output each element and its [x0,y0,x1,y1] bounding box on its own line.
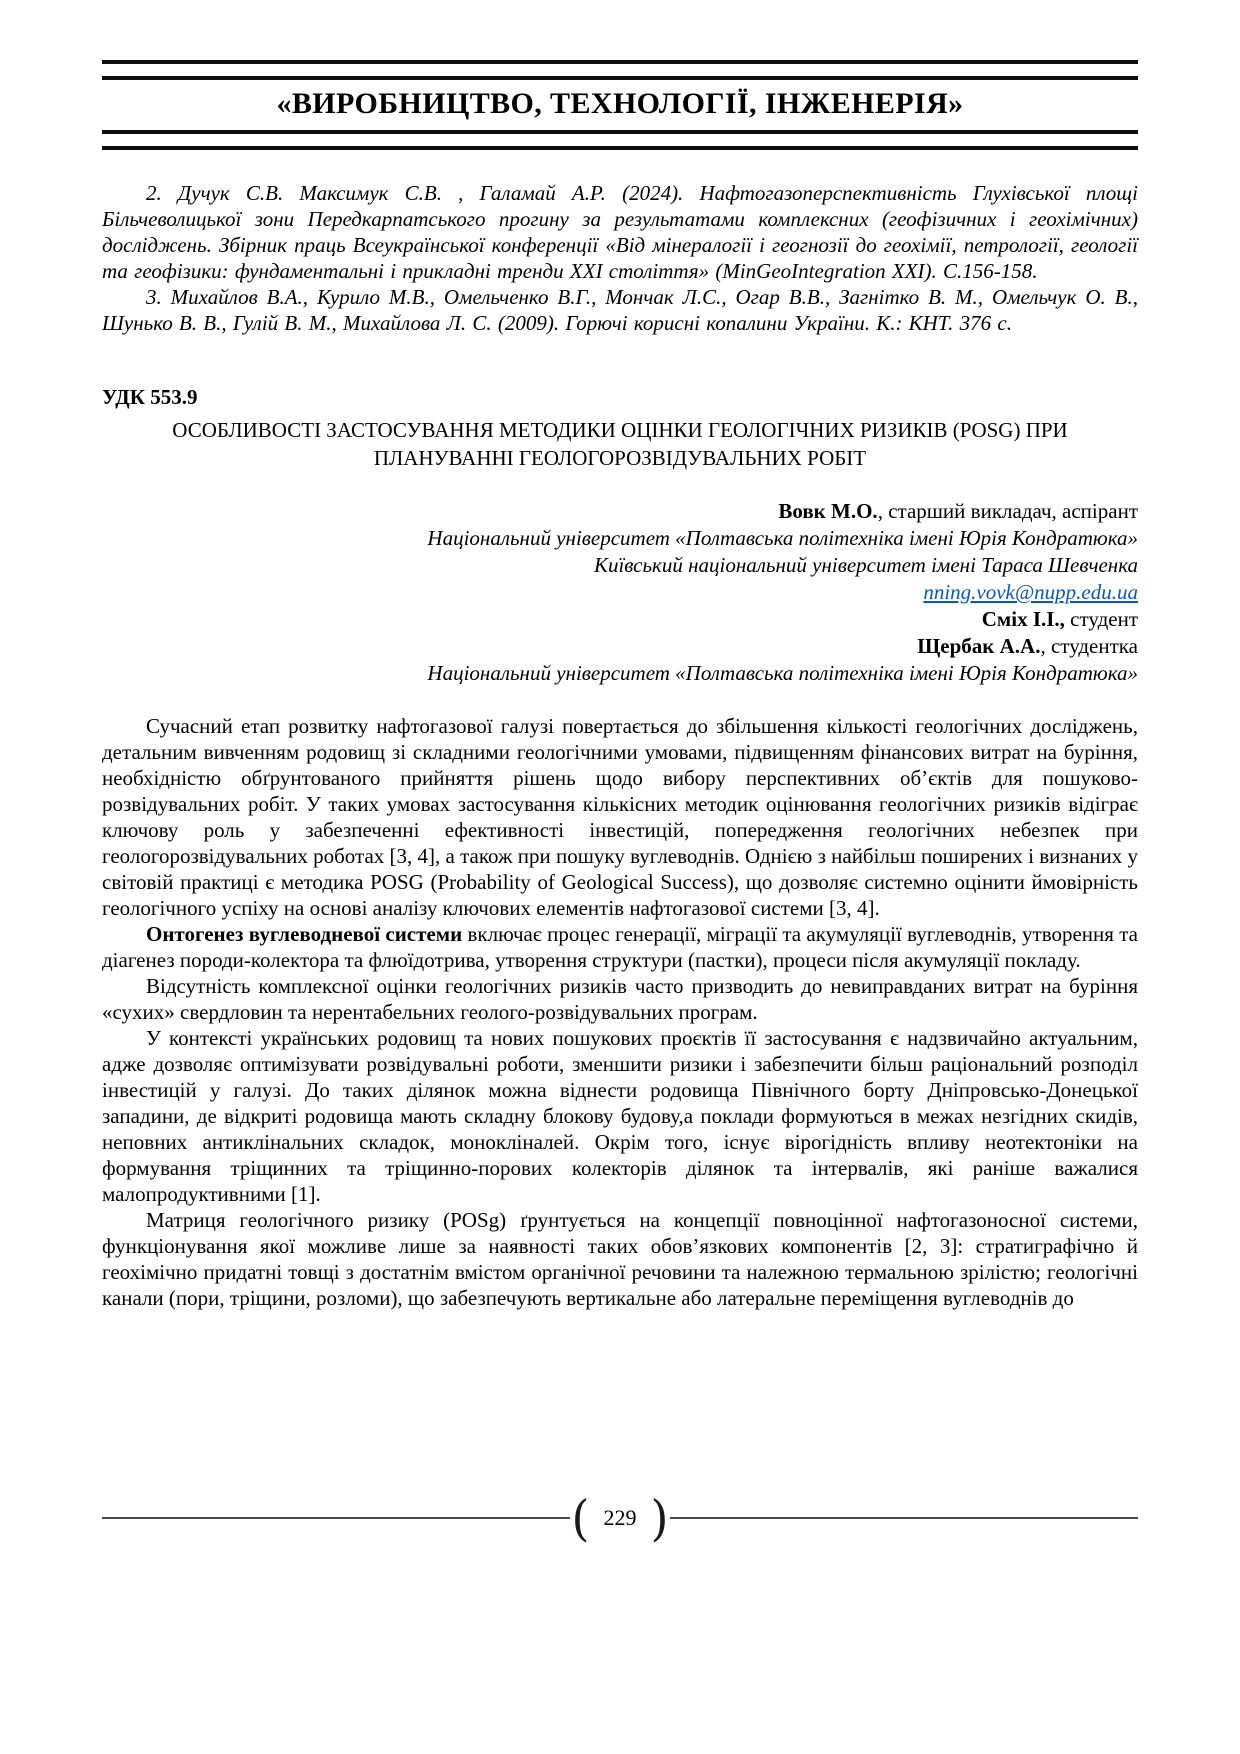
author-role: , старший викладач, аспірант [877,499,1138,523]
author-affiliation: Національний університет «Полтавська політехніка імені Юрія Кондратюка» [427,661,1138,685]
journal-section-title: «ВИРОБНИЦТВО, ТЕХНОЛОГІЇ, ІНЖЕНЕРІЯ» [276,87,964,120]
reference-item-3: 3. Михайлов В.А., Курило М.В., Омельченко В.Г., Мончак Л.С., Огар В.В., Загнітко В. М., Омельчук О. В., Шунько В. В., Гулій В. М., Михайлова Л. С. (2009). Горючі корисні копалини України. К.: КНТ. 376 с. [102,285,1138,335]
author-line-smikh [102,606,1138,633]
footer-line-right [670,1517,1138,1519]
author-name: Щербак А.А. [917,634,1041,658]
author-role: студент [1064,607,1138,631]
paragraph-ontogenesis [102,921,1138,973]
udc-code: УДК 553.9 [102,385,198,409]
author-name: Сміх І.І., [981,607,1065,631]
paragraph-lead-rest: включає процес генерації, міграції та акумуляції вуглеводнів, утворення та діагенез породи-колектора та флюїдотрива, утворення структури (пастки), процеси після акумуляції покладу. [102,922,1139,972]
author-name: Вовк М.О. [778,499,878,523]
footer-bracket-left: ( [571,1489,590,1547]
author-role: , студентка [1040,634,1138,658]
references-section [102,180,1138,336]
paragraph-ukraine-context: У контексті українських родовищ та нових пошукових проєктів її застосування є надзвичайно актуальним, адже дозволяє оптимізувати розвідувальні роботи, зменшити ризики і забезпечити більш раціональний розподіл інвестицій у галузі. До таких ділянок можна віднести родовища Північного борту Дніпровсько-Донецької западини, де відкриті родовища мають складну блокову будову,а поклади формуються в межах незгідних скидів, неповних антиклінальних складок, монокліналей. Окрім того, існує вірогідність впливу неотектоніки на формування тріщинних та тріщинно-порових колекторів ділянок та інтервалів, які раніше важалися малопродуктивними [1]. [102,1026,1138,1206]
article-section [102,384,1138,1311]
footer-line-left [102,1517,570,1519]
article-body [102,713,1138,1311]
page-footer [102,1489,1138,1547]
footer-bracket-right: ) [650,1489,669,1547]
journal-header [102,60,1138,150]
author-line-vovk [102,498,1138,525]
article-title: ОСОБЛИВОСТІ ЗАСТОСУВАННЯ МЕТОДИКИ ОЦІНКИ ГЕОЛОГІЧНИХ РИЗИКІВ (POSG) ПРИ ПЛАНУВАННІ ГЕОЛОГОРОЗВІДУВАЛЬНИХ РОБІТ [172,418,1068,470]
author-affiliation: Київський національний університет імені Тараса Шевченка [594,553,1138,577]
header-rule-bottom [102,130,1138,150]
page-number: 229 [603,1505,637,1530]
header-rule-top [102,60,1138,80]
author-line-shcherbak [102,633,1138,660]
author-affiliation: Національний університет «Полтавська політехніка імені Юрія Кондратюка» [427,526,1138,550]
paragraph-posg-matrix: Матриця геологічного ризику (POSg) ґрунтується на концепції повноцінної нафтогазоносної системи, функціонування якої можливе лише за наявності таких обов’язкових компонентів [2, 3]: стратиграфічно й геохімічно придатні товщі з достатнім вмістом органічної речовини та належною термальною зрілістю; геологічні канали (пори, тріщини, розломи), що забезпечують вертикальне або латеральне переміщення вуглеводнів до [102,1208,1138,1310]
author-email-line [102,579,1138,606]
paragraph-intro: Сучасний етап розвитку нафтогазової галузі повертається до збільшення кількості геологічних досліджень, детальним вивченням родовищ зі складними геологічними умовами, підвищенням фінансових витрат на буріння, необхідністю обґрунтованого прийняття рішень щодо вибору перспективних об’єктів для пошуково-розвідувальних робіт. У таких умовах застосування кількісних методик оцінювання геологічних ризиків відіграє ключову роль у забезпеченні ефективності інвестицій, попередження геологічних небезпек при геологорозвідувальних роботах [3, 4], а також при пошуку вуглеводнів. Однією з найбільш поширених і визнаних у світовій практиці є методика POSG (Probability of Geological Success), що дозволяє системно оцінити ймовірність геологічного успіху на основі аналізу ключових елементів нафтогазової системи [3, 4]. [102,714,1138,920]
author-email-link[interactable]: nning.vovk@nupp.edu.ua [923,580,1138,604]
paragraph-lead-bold: Онтогенез вуглеводневої системи [146,922,463,946]
paragraph-risk-absence: Відсутність комплексної оцінки геологічних ризиків часто призводить до невиправданих витрат на буріння «сухих» свердловин та нерентабельних геолого-розвідувальних програм. [102,974,1138,1024]
authors-block [102,498,1138,687]
reference-item-2: 2. Дучук С.В. Максимук С.В. , Галамай А.Р. (2024). Нафтогазоперспективність Глухівської площі Більчеволицької зони Передкарпатського прогину за результатами комплексних (геофізичних і геохімічних) досліджень. Збірник праць Всеукраїнської конференції «Від мінералогії і геогнозії до геохімії, петрології, геології та геофізики: фундаментальні і прикладні тренди XXI століття» (MinGeoIntegration XXI). С.156-158. [102,181,1138,283]
